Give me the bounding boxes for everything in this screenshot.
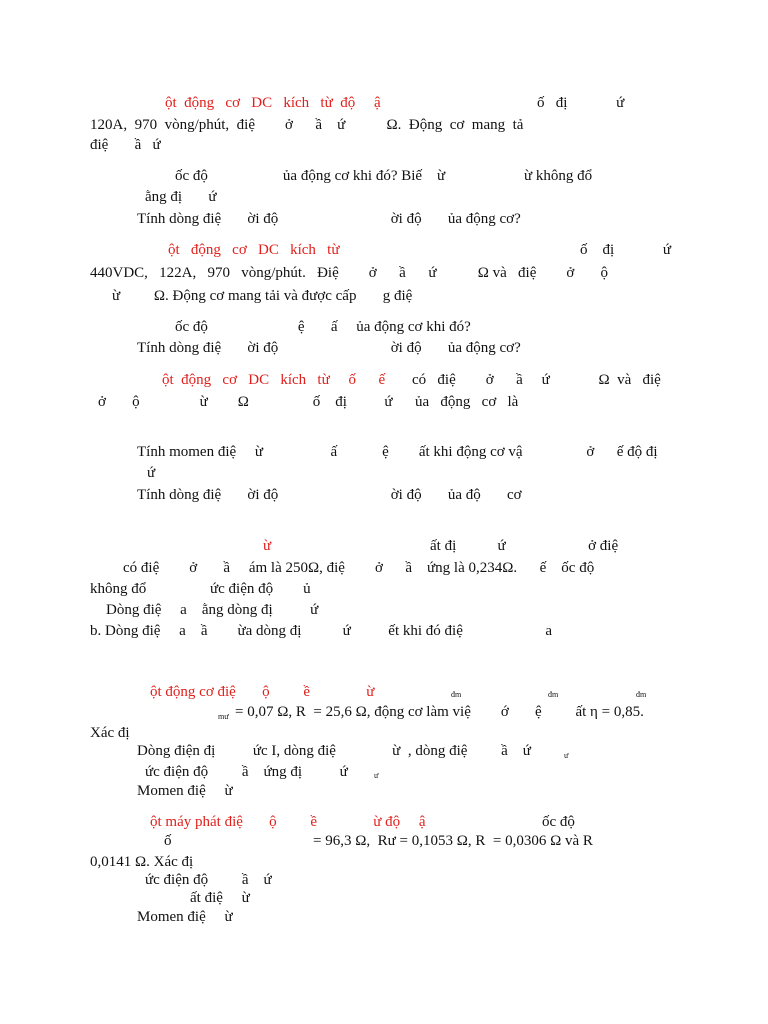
problem-4-question-b: b. Dòng điệ a ầ ừa dòng đị ứ ết khi đó điệ a [90,623,553,639]
problem-1-title: ột động cơ DC kích từ độ ậ [165,95,381,111]
problem-6-line-1: = 96,3 Ω, Rư = 0,1053 Ω, R = 0,0306 Ω và R [313,833,593,849]
problem-5-subscript-1: đm [451,690,462,699]
problem-4-question-a: Dòng điệ a ằng dòng đị ứ [106,602,319,618]
problem-3-question-a: Tính momen điệ ừ ấ ệ ất khi động cơ vậ ở ế độ đị [137,444,658,460]
problem-5-title: ột động cơ điệ ộ ề ừ [150,684,375,700]
problem-1-question-b: Tính dòng điệ ời độ ời độ ủa động cơ? [137,211,521,227]
problem-5-question-b: ức điện độ ầ ứng đị ứ [145,764,348,780]
problem-6-question-b: ất điệ ừ [190,890,250,906]
problem-6-line-2: 0,0141 Ω. Xác đị [90,854,194,870]
problem-3-line-1: ở ộ ừ Ω ố đị ứ ủa động cơ là [98,394,519,410]
problem-2-title-right: ố đị ứ [580,242,672,258]
problem-4-title-right: ất đị ứ ở điệ [430,538,619,554]
problem-3-question-b: Tính dòng điệ ời độ ời độ ủa độ cơ [137,487,522,503]
problem-5-subscript-2: đm [548,690,559,699]
problem-3-title-right: có điệ ở ầ ứ Ω và điệ [412,372,661,388]
problem-6-title-right: ốc độ [542,814,575,830]
problem-1-line-1: 120A, 970 vòng/phút, điệ ở ầ ứ Ω. Động cơ mang tả [90,117,524,133]
problem-5-question-b-subscript: ư [374,771,379,780]
problem-5-line-1: = 0,07 Ω, R = 25,6 Ω, động cơ làm việ ớ ệ ất η = 0,85. [235,704,644,720]
problem-2-line-2: ừ Ω. Động cơ mang tải và được cấp g điệ [112,288,413,304]
problem-5-question-c: Momen điệ ừ [137,783,233,799]
problem-1-question-a-cont: ằng đị ứ [145,189,217,205]
problem-2-question-a: ốc độ ệ ấ ủa động cơ khi đó? [175,319,471,335]
problem-6-line-1-prefix: ố [164,833,172,849]
problem-5-line-2: Xác đị [90,725,130,741]
problem-6-question-a: ức điện độ ầ ứ [145,872,272,888]
problem-1-question-a: ốc độ ủa động cơ khi đó? Biế ừ ừ không đổ [175,168,593,184]
problem-1-title-right: ố đị ứ [537,95,625,111]
problem-2-question-b: Tính dòng điệ ời độ ời độ ủa động cơ? [137,340,521,356]
problem-2-title: ột động cơ DC kích từ [168,242,340,258]
problem-6-question-c: Momen điệ ừ [137,909,233,925]
problem-4-line-1: có điệ ở ầ ám là 250Ω, điệ ở ầ ứng là 0,234Ω. ế ốc độ [123,560,595,576]
problem-1-line-2: điệ ầ ứ [90,137,161,153]
problem-3-title: ột động cơ DC kích từ ố ế [162,372,386,388]
problem-5-subscript-mu: mư [218,712,229,721]
problem-5-question-a: Dòng điện đị ức I, dòng điệ ừ , dòng điệ ầ ứ [137,743,531,759]
problem-4-line-2: không đổ ức điện độ ủ [90,581,311,597]
problem-6-title: ột máy phát điệ ộ ề ừ độ ậ [150,814,426,830]
problem-4-title: ừ [263,538,272,554]
problem-5-subscript-3: đm [636,690,647,699]
problem-3-question-a-cont: ứ [147,465,156,481]
problem-5-question-a-subscript: ư [564,751,569,760]
problem-2-line-1: 440VDC, 122A, 970 vòng/phút. Điệ ở ầ ứ Ω và điệ ở ộ [90,265,609,281]
